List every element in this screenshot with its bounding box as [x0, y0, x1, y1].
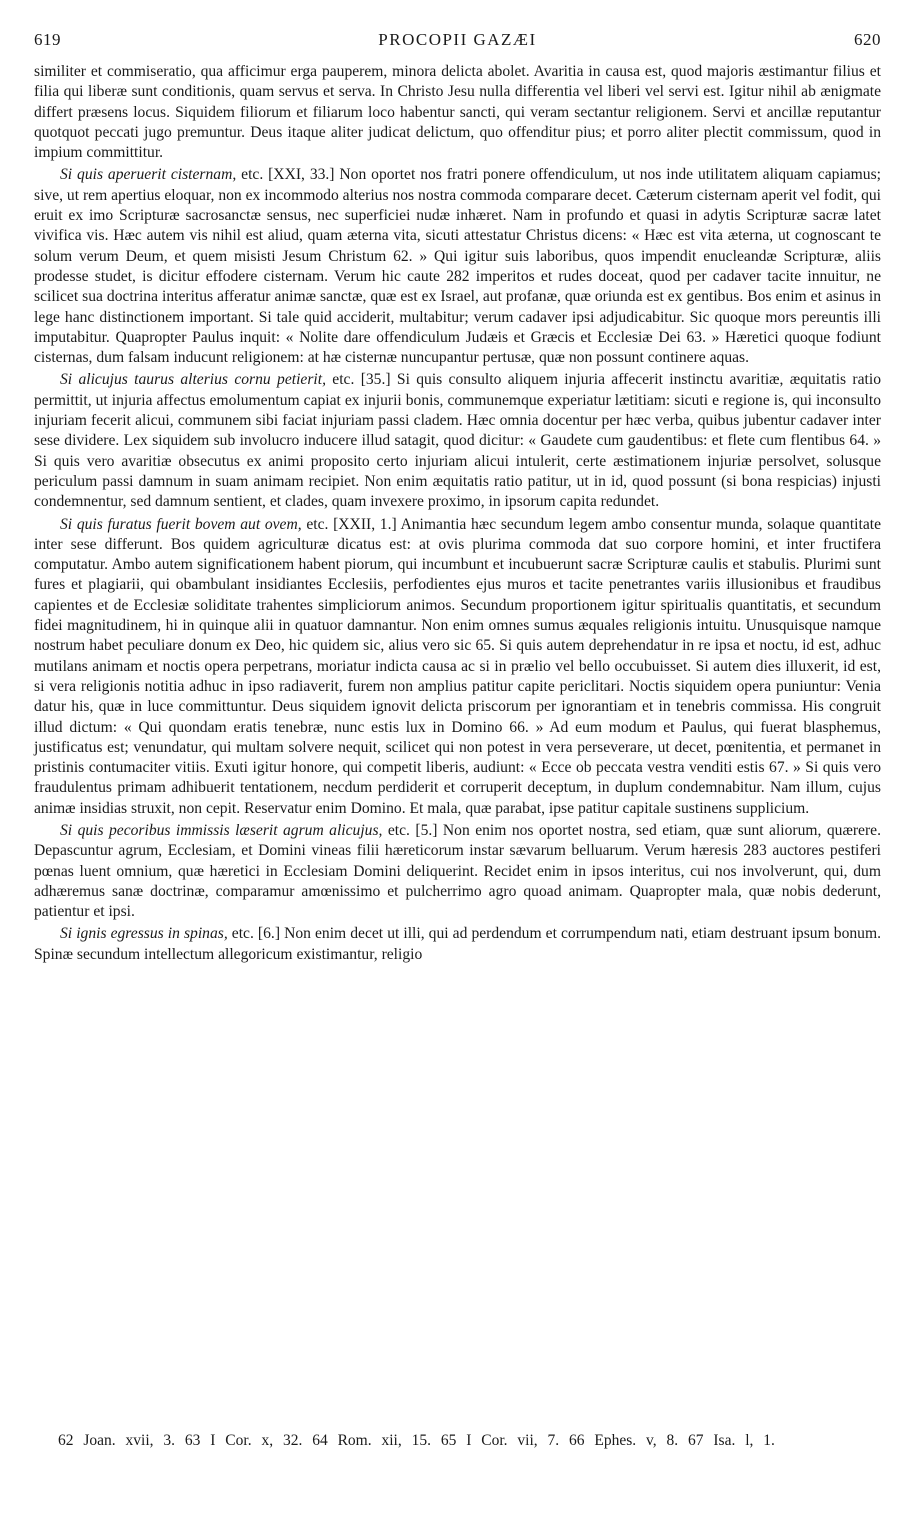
- paragraph: [34, 165, 881, 368]
- lemma: Si ignis egressus in spinas,: [60, 925, 228, 943]
- paragraph: [34, 924, 881, 965]
- running-header: [34, 30, 881, 54]
- paragraph: [34, 515, 881, 819]
- paragraph-text: etc. [35.] Si quis consulto aliquem injuria affecerit instinctu avaritiæ, æquitatis ratio permittit, ut injuria affectus emolumentum capiat ex injurii bonis, communemque experiatur lætitiam: sicuti e regione is, qui inconsulto injuriam fecerit alicui, communem sibi faciat injuriam passi cladem. Hæc omnia docentur per hæc verba, quibus jubentur cadaver inter sese dividere. Lex siquidem sub involucro inducere illud satagit, quod dicitur: « Gaudete cum gaudentibus: et flete cum flentibus 64. » Si quis vero avaritiæ obsecutus ex animi proposito certo injuriam alicui intulerit, certe æstimationem injuriæ persolvet, solusque periculum passi damnum in suam animam recipiet. Non enim æquitatis ratio patitur, ut in id, quod possunt (si bona respicias) injusti condemnentur, sed damnum sentient, et clades, quam invexere proximo, in ipsorum capita redundet.: [34, 371, 881, 511]
- running-title: PROCOPII GAZÆI: [378, 30, 537, 49]
- paragraph-text: etc. [XXI, 33.] Non oportet nos fratri ponere offendiculum, ut nos inde utilitatem aliquam capiamus; sive, ut rem apertius eloquar, non ex incommodo alterius nos nostra commoda comparare decet. Cæterum cisternam aperit vel fodit, qui eruit ex imo Scripturæ sacrosanctæ sensus, nec superficiei nudæ inhæret. Nam in profundo et quasi in adytis Scripturæ sacræ latet vivifica vis. Hæc autem vis nihil est aliud, quam æterna vita, sicuti attestatur Christus dicens: « Hæc est vita æterna, ut cognoscant te solum verum Deum, et quem misisti Jesum Christum 62. » Qui igitur suis laboribus, quos impendit enucleandæ Scripturæ, aliis prodesse studet, is dicitur effodere cisternam. Verum hic caute 282 imperitos et rudes doceat, quod per cadaver tacite innuitur, ne scilicet sua doctrina interitus afferatur animæ sanctæ, quæ est ex Israel, aut profanæ, quæ oriunda est ex gentibus. Bos enim et asinus in lege hanc distinctionem important. Si tale quid acciderit, multabitur; verum cadaver ipsi adjudicabitur. Sic quoque mors pereuntis illi imputabitur. Quapropter Paulus inquit: « Nolite dare offendiculum Judæis et Græcis et Ecclesiæ Dei 63. » Hæretici quoque fodiunt cisternas, dum falsam inducunt religionem: at hæ cisternæ nuncupantur pertusæ, quæ non possunt continere aquas.: [34, 166, 881, 367]
- paragraph-text: etc. [6.] Non enim decet ut illi, qui ad perdendum et corrumpendum nati, etiam destruant ipsum bonum. Spinæ secundum intellectum allegoricum existimantur, religio: [34, 925, 881, 963]
- paragraph: [34, 821, 881, 922]
- lemma: Si quis aperuerit cisternam,: [60, 166, 237, 184]
- left-page-number: 619: [34, 30, 61, 49]
- lemma: Si quis pecoribus immissis læserit agrum alicujus,: [60, 821, 383, 839]
- right-page-number: 620: [854, 30, 881, 49]
- lemma: Si alicujus taurus alterius cornu petierit,: [60, 371, 326, 389]
- paragraph: [34, 370, 881, 512]
- paragraph-text: similiter et commiseratio, qua afficimur erga pauperem, minora delicta abolet. Avaritia in causa est, quod majoris æstimantur filius et filia qui liberæ sunt conditionis, quam servus et serva. In Christo Jesu nulla differentia vel liberi vel servi est. Igitur nihil ab ænigmate differt præsens locus. Siquidem filiorum et filiarum loco habentur sancti, qui veram sectantur religionem. Servi et ancillæ reputantur quotquot peccati jugo premuntur. Deus itaque aliter judicat delictum, quo offenditur pius; et porro aliter plectit commissum, quod in impium committitur.: [34, 63, 881, 162]
- paragraph-text: etc. [5.] Non enim nos oportet nostra, sed etiam, quæ sunt aliorum, quærere. Depascuntur agrum, Ecclesiam, et Domini vineas filii hæreticorum instar sævarum belluarum. Verum hæresis 283 auctores pestiferi pœnas luent omnium, quæ hæretici in Ecclesiam Domini deliquerint. Recidet enim in ipsos interitus, cui nos involverunt, qui, dum adhæremus sanæ doctrinæ, comparamur amœnissimo et pulcherrimo agro quoad animam. Quapropter mala, quæ nobis dederunt, patientur et ipsi.: [34, 821, 881, 921]
- paragraph: [34, 62, 881, 163]
- lemma: Si quis furatus fuerit bovem aut ovem,: [60, 515, 302, 533]
- paragraph-text: etc. [XXII, 1.] Animantia hæc secundum legem ambo consentur munda, solaque quantitate inter sese differunt. Bos quidem agriculturæ dicatus est: at ovis plurima commoda dat suo corpore homini, et inter fructifera computatur. Ambo autem significationem habent piorum, qui incumbunt et incubuerunt sacræ Scripturæ caulis et stabulis. Plurimi sunt fures et plagiarii, qui obambulant insidiantes Ecclesiis, perfodientes ejus muros et tacite penetrantes variis illusionibus et fraudibus capientes et de Ecclesiæ soliditate trahentes simpliciorum animos. Secundum proportionem igitur spiritualis quantitatis, et secundum fidei magnitudinem, hi in quinque alii in quatuor damnantur. Non enim omnes sumus æquales religionis intuitu. Unusquisque namque nostrum habet peculiare donum ex Deo, hic quidem sic, alius vero sic 65. Si quis autem deprehendatur in re ipsa et noctu, id est, adhuc mutilans animam et noctis opera perpetrans, moriatur indicta causa ac si in prælio vel bello occubuisset. Si autem dies illuxerit, id est, si vera religionis notitia adhuc in ipso radiaverit, furem non amplius patitur capite periclitari. Noctis siquidem opera puniuntur: Venia datur his, quæ in luce committuntur. Deus siquidem ignovit delicta priscorum per ignorantiam et in tenebris commissa. His congruit illud dictum: « Qui quondam eratis tenebræ, nunc estis lux in Domino 66. » Ad eum modum et Paulus, qui fuerat blasphemus, justificatus est; venundatur, qui multam solvere nequit, scilicet qui non potest in vera perseverare, ut decet, pœnitentia, et permanet in pristinis contumaciter vitiis. Exuti igitur honore, qui competit liberis, audiunt: « Ecce ob peccata vestra venditi estis 67. » Si quis vero fraudulentus primam adhibuerit tentationem, necdum perdiderit et corruperit deceptum, in duplum condemnabitur. Nam illum, cujus animæ insidias struxit, non cepit. Reservatur enim Domino. Et mala, quæ parabat, ipse patitur capitale sustinens supplicium.: [34, 515, 881, 817]
- footnotes: 62 Joan. xvii, 3. 63 I Cor. x, 32. 64 Rom. xii, 15. 65 I Cor. vii, 7. 66 Ephes. v, 8. 67 Isa. l, 1.: [58, 1432, 775, 1449]
- text-body: [34, 62, 881, 965]
